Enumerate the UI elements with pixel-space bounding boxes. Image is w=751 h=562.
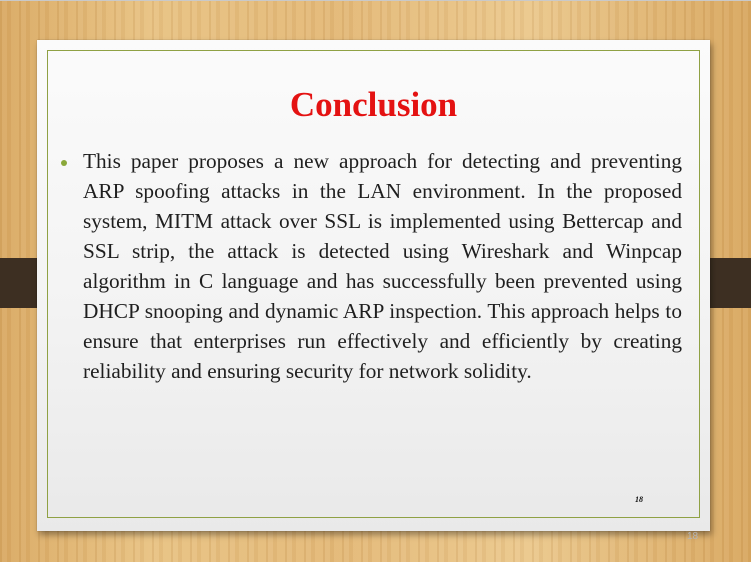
slide-number-footer: 18	[687, 531, 699, 542]
bullet-dot-icon	[61, 160, 67, 166]
window-top-border	[0, 0, 751, 1]
slide-canvas[interactable]	[37, 40, 710, 542]
slide-title: Conclusion	[289, 85, 458, 124]
slide-page-number: 18	[635, 495, 643, 504]
bullet-text: This paper proposes a new approach for detecting and preventing ARP spoofing attacks in the LAN environment. In the proposed system, MITM attack over SSL is implemented using Bettercap and SSL strip, the attack is detected using Wireshark and Winpcap algorithm in C language and has successfully been prevented using DHCP snooping and dynamic ARP inspection. This approach helps to ensure that enterprises run effectively and efficiently by creating reliability and ensuring security for network solidity.	[83, 149, 682, 383]
